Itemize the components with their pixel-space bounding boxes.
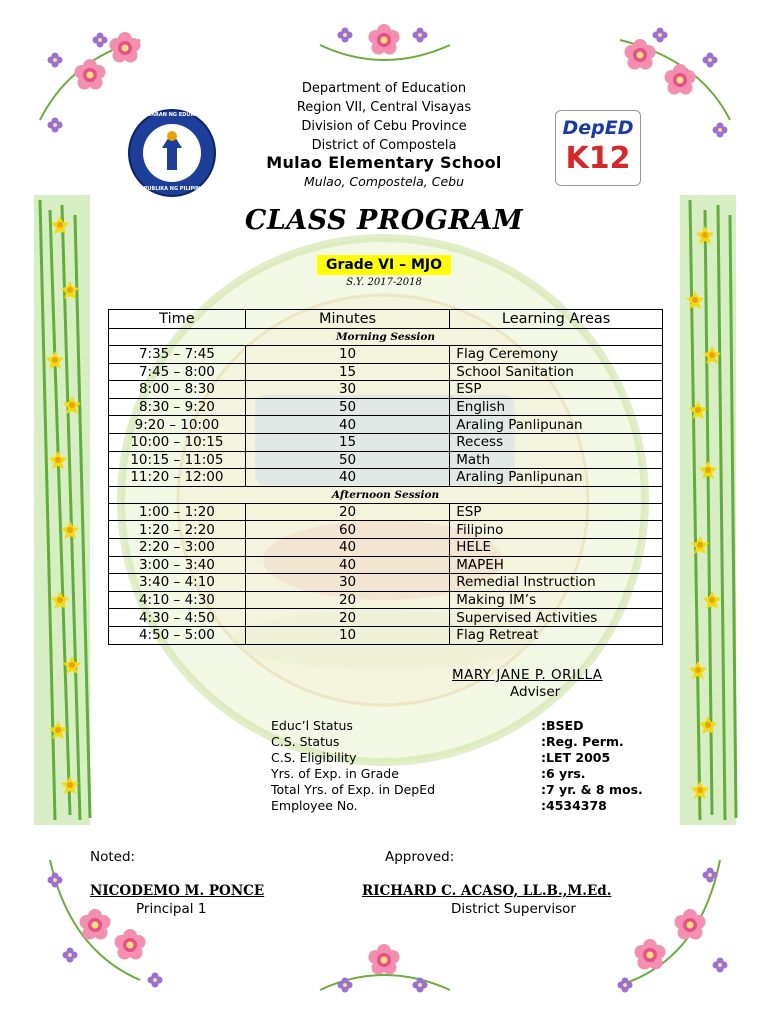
class-schedule-table bbox=[108, 309, 663, 645]
learning-area-cell: Math bbox=[450, 451, 663, 469]
minutes-cell: 15 bbox=[245, 363, 449, 381]
school-name: Mulao Elementary School bbox=[266, 153, 502, 172]
school-year: S.Y. 2017-2018 bbox=[346, 277, 422, 288]
seal-text-top: KAGAWARAN NG EDUKASYON bbox=[130, 112, 214, 118]
minutes-cell: 30 bbox=[245, 574, 449, 592]
table-row bbox=[109, 346, 663, 364]
time-cell: 4:10 – 4:30 bbox=[109, 591, 246, 609]
time-cell: 1:20 – 2:20 bbox=[109, 521, 246, 539]
afternoon-session-label: Afternoon Session bbox=[109, 486, 663, 503]
table-row bbox=[109, 363, 663, 381]
minutes-cell: 50 bbox=[245, 451, 449, 469]
minutes-cell: 40 bbox=[245, 556, 449, 574]
learning-area-cell: Remedial Instruction bbox=[450, 574, 663, 592]
minutes-cell: 10 bbox=[245, 626, 449, 644]
table-row bbox=[109, 538, 663, 556]
table-row bbox=[109, 469, 663, 487]
minutes-cell: 40 bbox=[245, 538, 449, 556]
time-cell: 7:45 – 8:00 bbox=[109, 363, 246, 381]
grade-section-label: Grade VI – MJO bbox=[317, 255, 451, 275]
table-row bbox=[109, 556, 663, 574]
time-cell: 10:15 – 11:05 bbox=[109, 451, 246, 469]
supervisor-name: RICHARD C. ACASO, LL.B.,M.Ed. bbox=[362, 883, 612, 899]
info-value: :7 yr. & 8 mos. bbox=[541, 782, 643, 797]
info-label: Educ’l Status bbox=[271, 718, 353, 733]
info-label: C.S. Status bbox=[271, 734, 340, 749]
deped-logo-text: DepED bbox=[562, 117, 634, 139]
morning-session-label: Morning Session bbox=[109, 329, 663, 346]
time-cell: 4:50 – 5:00 bbox=[109, 626, 246, 644]
info-value: :6 yrs. bbox=[541, 766, 586, 781]
minutes-cell: 40 bbox=[245, 469, 449, 487]
table-row bbox=[109, 451, 663, 469]
info-value: :Reg. Perm. bbox=[541, 734, 624, 749]
time-cell: 3:00 – 3:40 bbox=[109, 556, 246, 574]
table-row bbox=[109, 626, 663, 644]
learning-area-cell: Supervised Activities bbox=[450, 609, 663, 627]
table-row bbox=[109, 503, 663, 521]
learning-area-cell: MAPEH bbox=[450, 556, 663, 574]
learning-area-cell: Flag Ceremony bbox=[450, 346, 663, 364]
afternoon-session-row bbox=[109, 486, 663, 503]
table-row bbox=[109, 381, 663, 399]
minutes-cell: 60 bbox=[245, 521, 449, 539]
info-value: :BSED bbox=[541, 718, 584, 733]
principal-name: NICODEMO M. PONCE bbox=[90, 883, 265, 899]
table-row bbox=[109, 609, 663, 627]
minutes-cell: 20 bbox=[245, 609, 449, 627]
header-line-1: Department of Education bbox=[301, 81, 467, 96]
minutes-cell: 20 bbox=[245, 591, 449, 609]
table-row bbox=[109, 416, 663, 434]
minutes-cell: 50 bbox=[245, 398, 449, 416]
info-value: :LET 2005 bbox=[541, 750, 611, 765]
adviser-name: MARY JANE P. ORILLA bbox=[452, 667, 603, 683]
time-cell: 10:00 – 10:15 bbox=[109, 433, 246, 451]
table-row bbox=[109, 398, 663, 416]
learning-area-cell: Araling Panlipunan bbox=[450, 416, 663, 434]
minutes-cell: 20 bbox=[245, 503, 449, 521]
minutes-cell: 15 bbox=[245, 433, 449, 451]
table-row bbox=[109, 521, 663, 539]
minutes-cell: 40 bbox=[245, 416, 449, 434]
learning-area-cell: ESP bbox=[450, 503, 663, 521]
learning-area-cell: School Sanitation bbox=[450, 363, 663, 381]
time-cell: 4:30 – 4:50 bbox=[109, 609, 246, 627]
header-minutes: Minutes bbox=[245, 310, 449, 329]
table-header-row bbox=[109, 310, 663, 329]
time-cell: 9:20 – 10:00 bbox=[109, 416, 246, 434]
minutes-cell: 30 bbox=[245, 381, 449, 399]
table-row bbox=[109, 591, 663, 609]
time-cell: 8:30 – 9:20 bbox=[109, 398, 246, 416]
header-line-4: District of Compostela bbox=[311, 138, 457, 153]
minutes-cell: 10 bbox=[245, 346, 449, 364]
noted-label: Noted: bbox=[90, 849, 136, 865]
page-title: CLASS PROGRAM bbox=[244, 205, 524, 236]
learning-area-cell: HELE bbox=[450, 538, 663, 556]
time-cell: 3:40 – 4:10 bbox=[109, 574, 246, 592]
learning-area-cell: Making IM’s bbox=[450, 591, 663, 609]
learning-area-cell: Recess bbox=[450, 433, 663, 451]
time-cell: 1:00 – 1:20 bbox=[109, 503, 246, 521]
learning-area-cell: Flag Retreat bbox=[450, 626, 663, 644]
principal-role: Principal 1 bbox=[136, 901, 207, 917]
table-row bbox=[109, 433, 663, 451]
morning-session-row bbox=[109, 329, 663, 346]
k12-logo-text: K12 bbox=[565, 141, 631, 176]
seal-text-bottom: REPUBLIKA NG PILIPINAS bbox=[136, 186, 208, 192]
learning-area-cell: Filipino bbox=[450, 521, 663, 539]
header-line-2: Region VII, Central Visayas bbox=[296, 100, 472, 115]
info-value: :4534378 bbox=[541, 798, 607, 813]
table-row bbox=[109, 574, 663, 592]
learning-area-cell: English bbox=[450, 398, 663, 416]
info-label: Total Yrs. of Exp. in DepEd bbox=[271, 782, 436, 797]
approved-label: Approved: bbox=[385, 849, 455, 865]
supervisor-role: District Supervisor bbox=[451, 901, 576, 917]
time-cell: 11:20 – 12:00 bbox=[109, 469, 246, 487]
adviser-role: Adviser bbox=[510, 684, 561, 700]
header-learning-areas: Learning Areas bbox=[450, 310, 663, 329]
header-time: Time bbox=[109, 310, 246, 329]
time-cell: 8:00 – 8:30 bbox=[109, 381, 246, 399]
school-address: Mulao, Compostela, Cebu bbox=[303, 174, 465, 189]
time-cell: 2:20 – 3:00 bbox=[109, 538, 246, 556]
time-cell: 7:35 – 7:45 bbox=[109, 346, 246, 364]
learning-area-cell: Araling Panlipunan bbox=[450, 469, 663, 487]
info-label: C.S. Eligibility bbox=[271, 750, 357, 765]
info-label: Employee No. bbox=[271, 798, 358, 813]
header-line-3: Division of Cebu Province bbox=[301, 119, 467, 134]
learning-area-cell: ESP bbox=[450, 381, 663, 399]
info-label: Yrs. of Exp. in Grade bbox=[271, 766, 399, 781]
